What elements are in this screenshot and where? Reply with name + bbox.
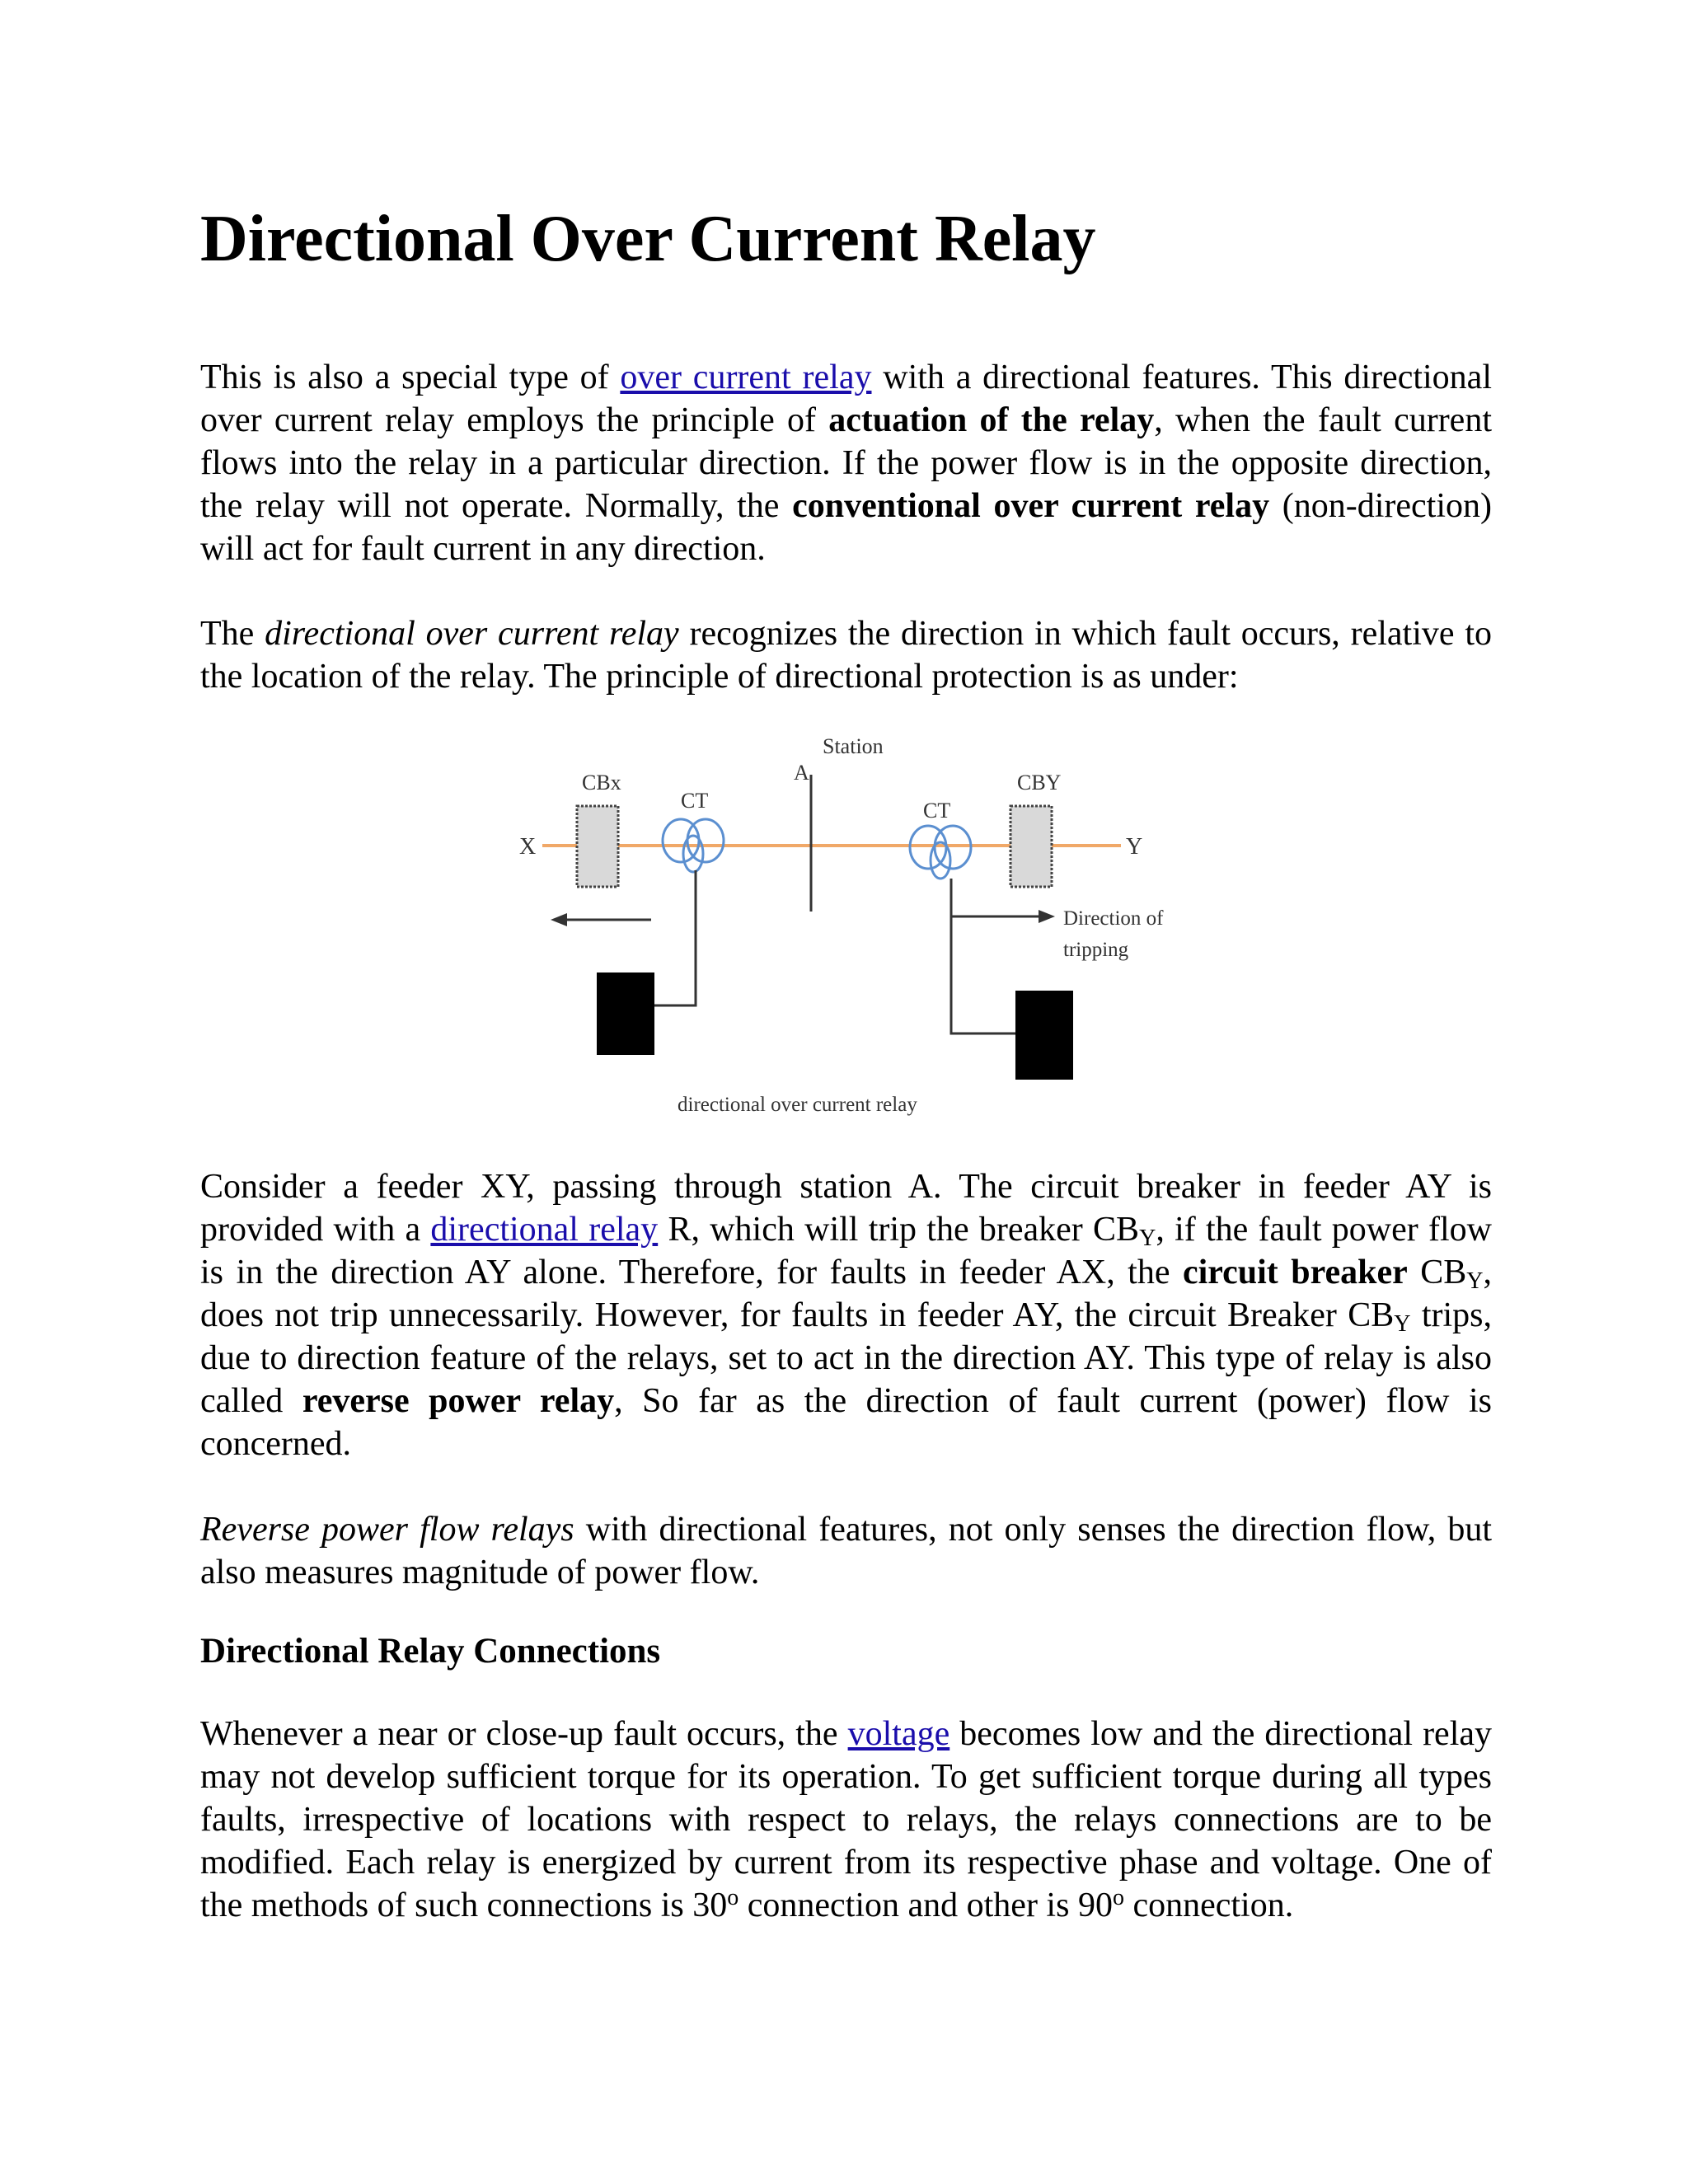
- text: trips, due to direction feature of the relays, set to act in the direction AY. This type of relay is also called: [200, 1296, 1492, 1420]
- text: Whenever a near or close-up fault occurs, the: [200, 1715, 848, 1753]
- current-transformer-right: [910, 826, 971, 879]
- text: R, which will trip the breaker CB: [658, 1211, 1140, 1249]
- ct-right-label: CT: [923, 799, 951, 823]
- principle-paragraph: [200, 612, 1492, 698]
- text: with a directional features. This directional over current relay employs the principle of: [200, 359, 1492, 439]
- intro-paragraph: [200, 356, 1492, 570]
- bold-text: actuation of the relay: [828, 401, 1155, 439]
- station-letter: A: [794, 761, 809, 785]
- left-relay-block: [597, 972, 654, 1055]
- tripping-arrowhead: [1039, 910, 1055, 923]
- text: The: [200, 615, 265, 653]
- circuit-breaker-x: [577, 806, 618, 887]
- superscript: o: [727, 1885, 739, 1910]
- bold-text: reverse power relay: [302, 1382, 615, 1420]
- cbx-label: CBx: [582, 771, 621, 794]
- text: This is also a special type of: [200, 359, 621, 396]
- figure-caption: directional over current relay: [678, 1094, 917, 1116]
- text: connection and other is 90: [738, 1886, 1113, 1924]
- direction-label-line1: Direction of: [1063, 907, 1164, 930]
- bold-text: conventional over current relay: [792, 487, 1270, 525]
- ct-left-label: CT: [681, 789, 709, 813]
- directional-relay-link[interactable]: directional relay: [430, 1211, 659, 1249]
- connections-paragraph: [200, 1713, 1492, 1927]
- subscript: Y: [1466, 1268, 1484, 1294]
- italic-text: directional over current relay: [265, 615, 679, 653]
- feeder-paragraph: [200, 1165, 1492, 1465]
- text: CB: [1407, 1254, 1467, 1291]
- right-relay-wire: [951, 879, 1019, 1033]
- text: Consider a feeder XY, passing through station A. The circuit breaker in feeder AY is provided with a: [200, 1168, 1492, 1249]
- subscript: Y: [1394, 1311, 1411, 1337]
- superscript: o: [1112, 1885, 1124, 1910]
- direction-label-line2: tripping: [1063, 939, 1129, 961]
- italic-text: Reverse power flow relays: [200, 1511, 574, 1549]
- x-label: X: [519, 834, 537, 860]
- text: with directional features, not only senses the direction flow, but also measures magnitude of power flow.: [200, 1511, 1492, 1591]
- page-title: Directional Over Current Relay: [200, 203, 1096, 275]
- reverse-power-paragraph: [200, 1508, 1492, 1594]
- section-heading: Directional Relay Connections: [200, 1632, 661, 1671]
- text: becomes low and the directional relay may not develop sufficient torque for its operation. To get sufficient torque during all types faults, irrespective of locations with respect to relays, the relays connections are to be modified. Each relay is energized by current from its respective phase and voltage. One of the methods of such connections is 30: [200, 1715, 1493, 1924]
- text: , So far as the direction of fault current (power) flow is concerned.: [200, 1382, 1493, 1463]
- right-relay-block: [1015, 991, 1073, 1080]
- text: recognizes the direction in which fault occurs, relative to the location of the relay. The principle of directional protection is as under:: [200, 615, 1492, 696]
- text: (non-direction) will act for fault current in any direction.: [200, 487, 1492, 568]
- cby-label: CBY: [1017, 771, 1062, 794]
- text: connection.: [1123, 1886, 1294, 1924]
- voltage-link[interactable]: voltage: [847, 1715, 950, 1753]
- station-label: Station: [823, 734, 884, 758]
- subscript: Y: [1139, 1226, 1156, 1251]
- left-arrowhead: [551, 913, 567, 926]
- text: , does not trip unnecessarily. However, for faults in feeder AY, the circuit Breaker CB: [200, 1254, 1493, 1334]
- bold-text: circuit breaker: [1182, 1254, 1408, 1291]
- y-label: Y: [1126, 834, 1143, 860]
- text: , if the fault power flow is in the direction AY alone. Therefore, for faults in feeder AX, the: [200, 1211, 1492, 1291]
- circuit-breaker-y: [1010, 806, 1052, 887]
- text: , when the fault current flows into the relay in a particular direction. If the power flow is in the opposite direction, the relay will not operate. Normally, the: [200, 401, 1492, 525]
- over-current-relay-link[interactable]: over current relay: [620, 359, 872, 396]
- directional-relay-diagram: [495, 733, 1203, 1137]
